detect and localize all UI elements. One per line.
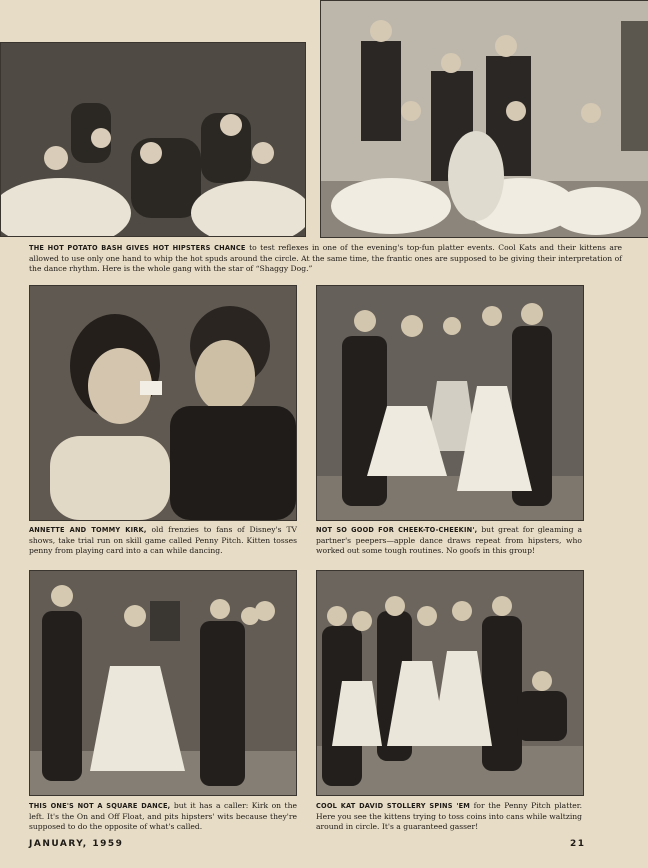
- caption-bottom-right-body: for the Penny Pitch platter. Here you see the kittens trying to toss coins into cans while waltzing around in circle. It's a guaranteed gasser!: [316, 801, 583, 832]
- caption-bottom-right: [316, 801, 582, 833]
- photo-on-and-off-float: [29, 570, 297, 796]
- caption-middle-left-body: old frenzies to fans of Disney's TV shows, take trial run on skill game called Penny Pitch. Kitten tosses penny from playing card into a can while dancing.: [29, 525, 297, 556]
- caption-bottom-left-body: but it has a caller: Kirk on the left. It's the On and Off Float, and pits hipsters' wits because they're supposed to do the opposite of what's called.: [29, 801, 297, 832]
- caption-top-body: to test reflexes in one of the evening's top-fun platter events. Cool Kats and their kittens are allowed to use only one hand to whip the hot spuds around the circle. At the same time, the frantic ones are supposed to be giving their interpretation of the dance rhythm. Here is the whole gang with the star of “Shaggy Dog.”: [29, 243, 622, 274]
- page-number: 21: [570, 839, 586, 849]
- caption-top: [29, 243, 622, 275]
- photo-apple-dance-couples: [316, 285, 584, 521]
- photo-penny-pitch-waltz: [316, 570, 584, 796]
- caption-middle-right-lead: NOT SO GOOD FOR CHEEK-TO-CHEEKIN',: [316, 526, 478, 534]
- photo-annette-and-tommy-kirk: [29, 285, 297, 521]
- caption-middle-right: [316, 525, 582, 557]
- caption-middle-left-lead: ANNETTE AND TOMMY KIRK,: [29, 526, 147, 534]
- photo-group-with-shaggy-dog: [320, 0, 648, 238]
- caption-top-lead: THE HOT POTATO BASH GIVES HOT HIPSTERS CHANCE: [29, 244, 246, 252]
- footer-date: JANUARY, 1959: [29, 839, 124, 849]
- caption-middle-right-body: but great for gleaming a partner's peepers—apple dance draws repeat from hipsters, who worked out some tough routines. No goofs in this group!: [316, 525, 582, 556]
- photo-hot-potato-circle: [0, 42, 306, 237]
- caption-bottom-left-lead: THIS ONE'S NOT A SQUARE DANCE,: [29, 802, 171, 810]
- caption-bottom-right-lead: COOL KAT DAVID STOLLERY SPINS 'EM: [316, 802, 471, 810]
- caption-middle-left: [29, 525, 297, 557]
- caption-bottom-left: [29, 801, 297, 833]
